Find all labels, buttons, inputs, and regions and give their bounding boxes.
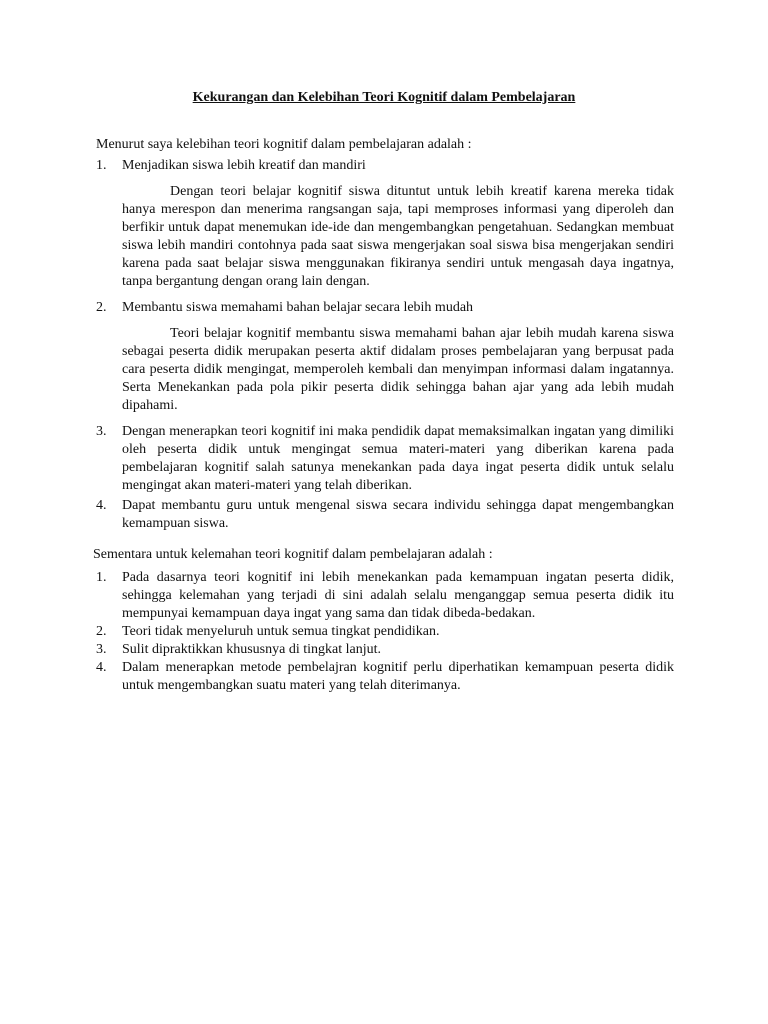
list-item xyxy=(96,497,674,533)
list-number: 3. xyxy=(96,642,107,657)
list-item xyxy=(96,569,674,623)
list-paragraph: Dengan teori belajar kognitif siswa dituntut untuk lebih kreatif karena mereka tidak hanya merespon dan menerima rangsangan saja, tapi memproses informasi yang diperoleh dan berfikir untuk dapat menemukan ide-ide dan mengembangkan pengetahuan. Sedangkan membuat siswa lebih mandiri contohnya pada saat siswa mengerjakan soal siswa bisa mengerjakan sendiri karena pada saat belajar siswa menggunakan fikiranya sendiri untuk mengasah daya ingatnya, tanpa bergantung dengan orang lain dengan. xyxy=(122,184,674,289)
list-item xyxy=(96,641,674,659)
kelebihan-intro: Menurut saya kelebihan teori kognitif dalam pembelajaran adalah : xyxy=(96,137,472,152)
list-number: 1. xyxy=(96,158,107,173)
list-item xyxy=(96,623,674,641)
list-text: Sulit dipraktikkan khususnya di tingkat lanjut. xyxy=(122,642,381,657)
list-text: Dalam menerapkan metode pembelajran kognitif perlu diperhatikan kemampuan peserta didik untuk mengembangkan suatu materi yang telah diterimanya. xyxy=(122,660,674,693)
list-heading: Menjadikan siswa lebih kreatif dan mandiri xyxy=(122,158,366,173)
list-item xyxy=(96,299,674,415)
kelemahan-intro: Sementara untuk kelemahan teori kognitif dalam pembelajaran adalah : xyxy=(93,547,493,562)
list-text: Dapat membantu guru untuk mengenal siswa secara individu sehingga dapat mengembangkan kemampuan siswa. xyxy=(122,498,674,531)
list-number: 4. xyxy=(96,498,107,513)
list-number: 4. xyxy=(96,660,107,675)
list-item xyxy=(96,659,674,695)
list-item xyxy=(96,423,674,495)
list-number: 1. xyxy=(96,570,107,585)
list-paragraph: Teori belajar kognitif membantu siswa memahami bahan ajar lebih mudah karena siswa sebagai peserta didik merupakan peserta aktif didalam proses pembelajaran yang berpusat pada cara peserta didik mengingat, memperoleh kembali dan menyimpan informasi dalam ingatannya. Serta Menekankan pada pola pikir peserta didik sehingga bahan ajar yang ada lebih mudah dipahami. xyxy=(122,326,674,413)
list-text: Teori tidak menyeluruh untuk semua tingkat pendidikan. xyxy=(122,624,440,639)
list-text: Pada dasarnya teori kognitif ini lebih menekankan pada kemampuan ingatan peserta didik, sehingga kelemahan yang terjadi di sini adalah selalu menganggap semua peserta didik itu mempunyai kemampuan daya ingat yang sama dan tidak dibeda-bedakan. xyxy=(122,570,674,621)
kelemahan-list xyxy=(96,569,674,695)
list-text: Dengan menerapkan teori kognitif ini maka pendidik dapat memaksimalkan ingatan yang dimiliki oleh peserta didik untuk mengingat semua materi-materi yang diberikan karena pada pembelajaran kognitif salah satunya menekankan pada daya ingat peserta didik untuk selalu mengingat akan materi-materi yang telah diberikan. xyxy=(122,424,674,493)
list-number: 2. xyxy=(96,300,107,315)
list-item xyxy=(96,157,674,291)
document-title: Kekurangan dan Kelebihan Teori Kognitif dalam Pembelajaran xyxy=(192,90,576,105)
kelebihan-list xyxy=(96,157,674,533)
list-number: 3. xyxy=(96,424,107,439)
list-number: 2. xyxy=(96,624,107,639)
list-heading: Membantu siswa memahami bahan belajar secara lebih mudah xyxy=(122,300,474,315)
